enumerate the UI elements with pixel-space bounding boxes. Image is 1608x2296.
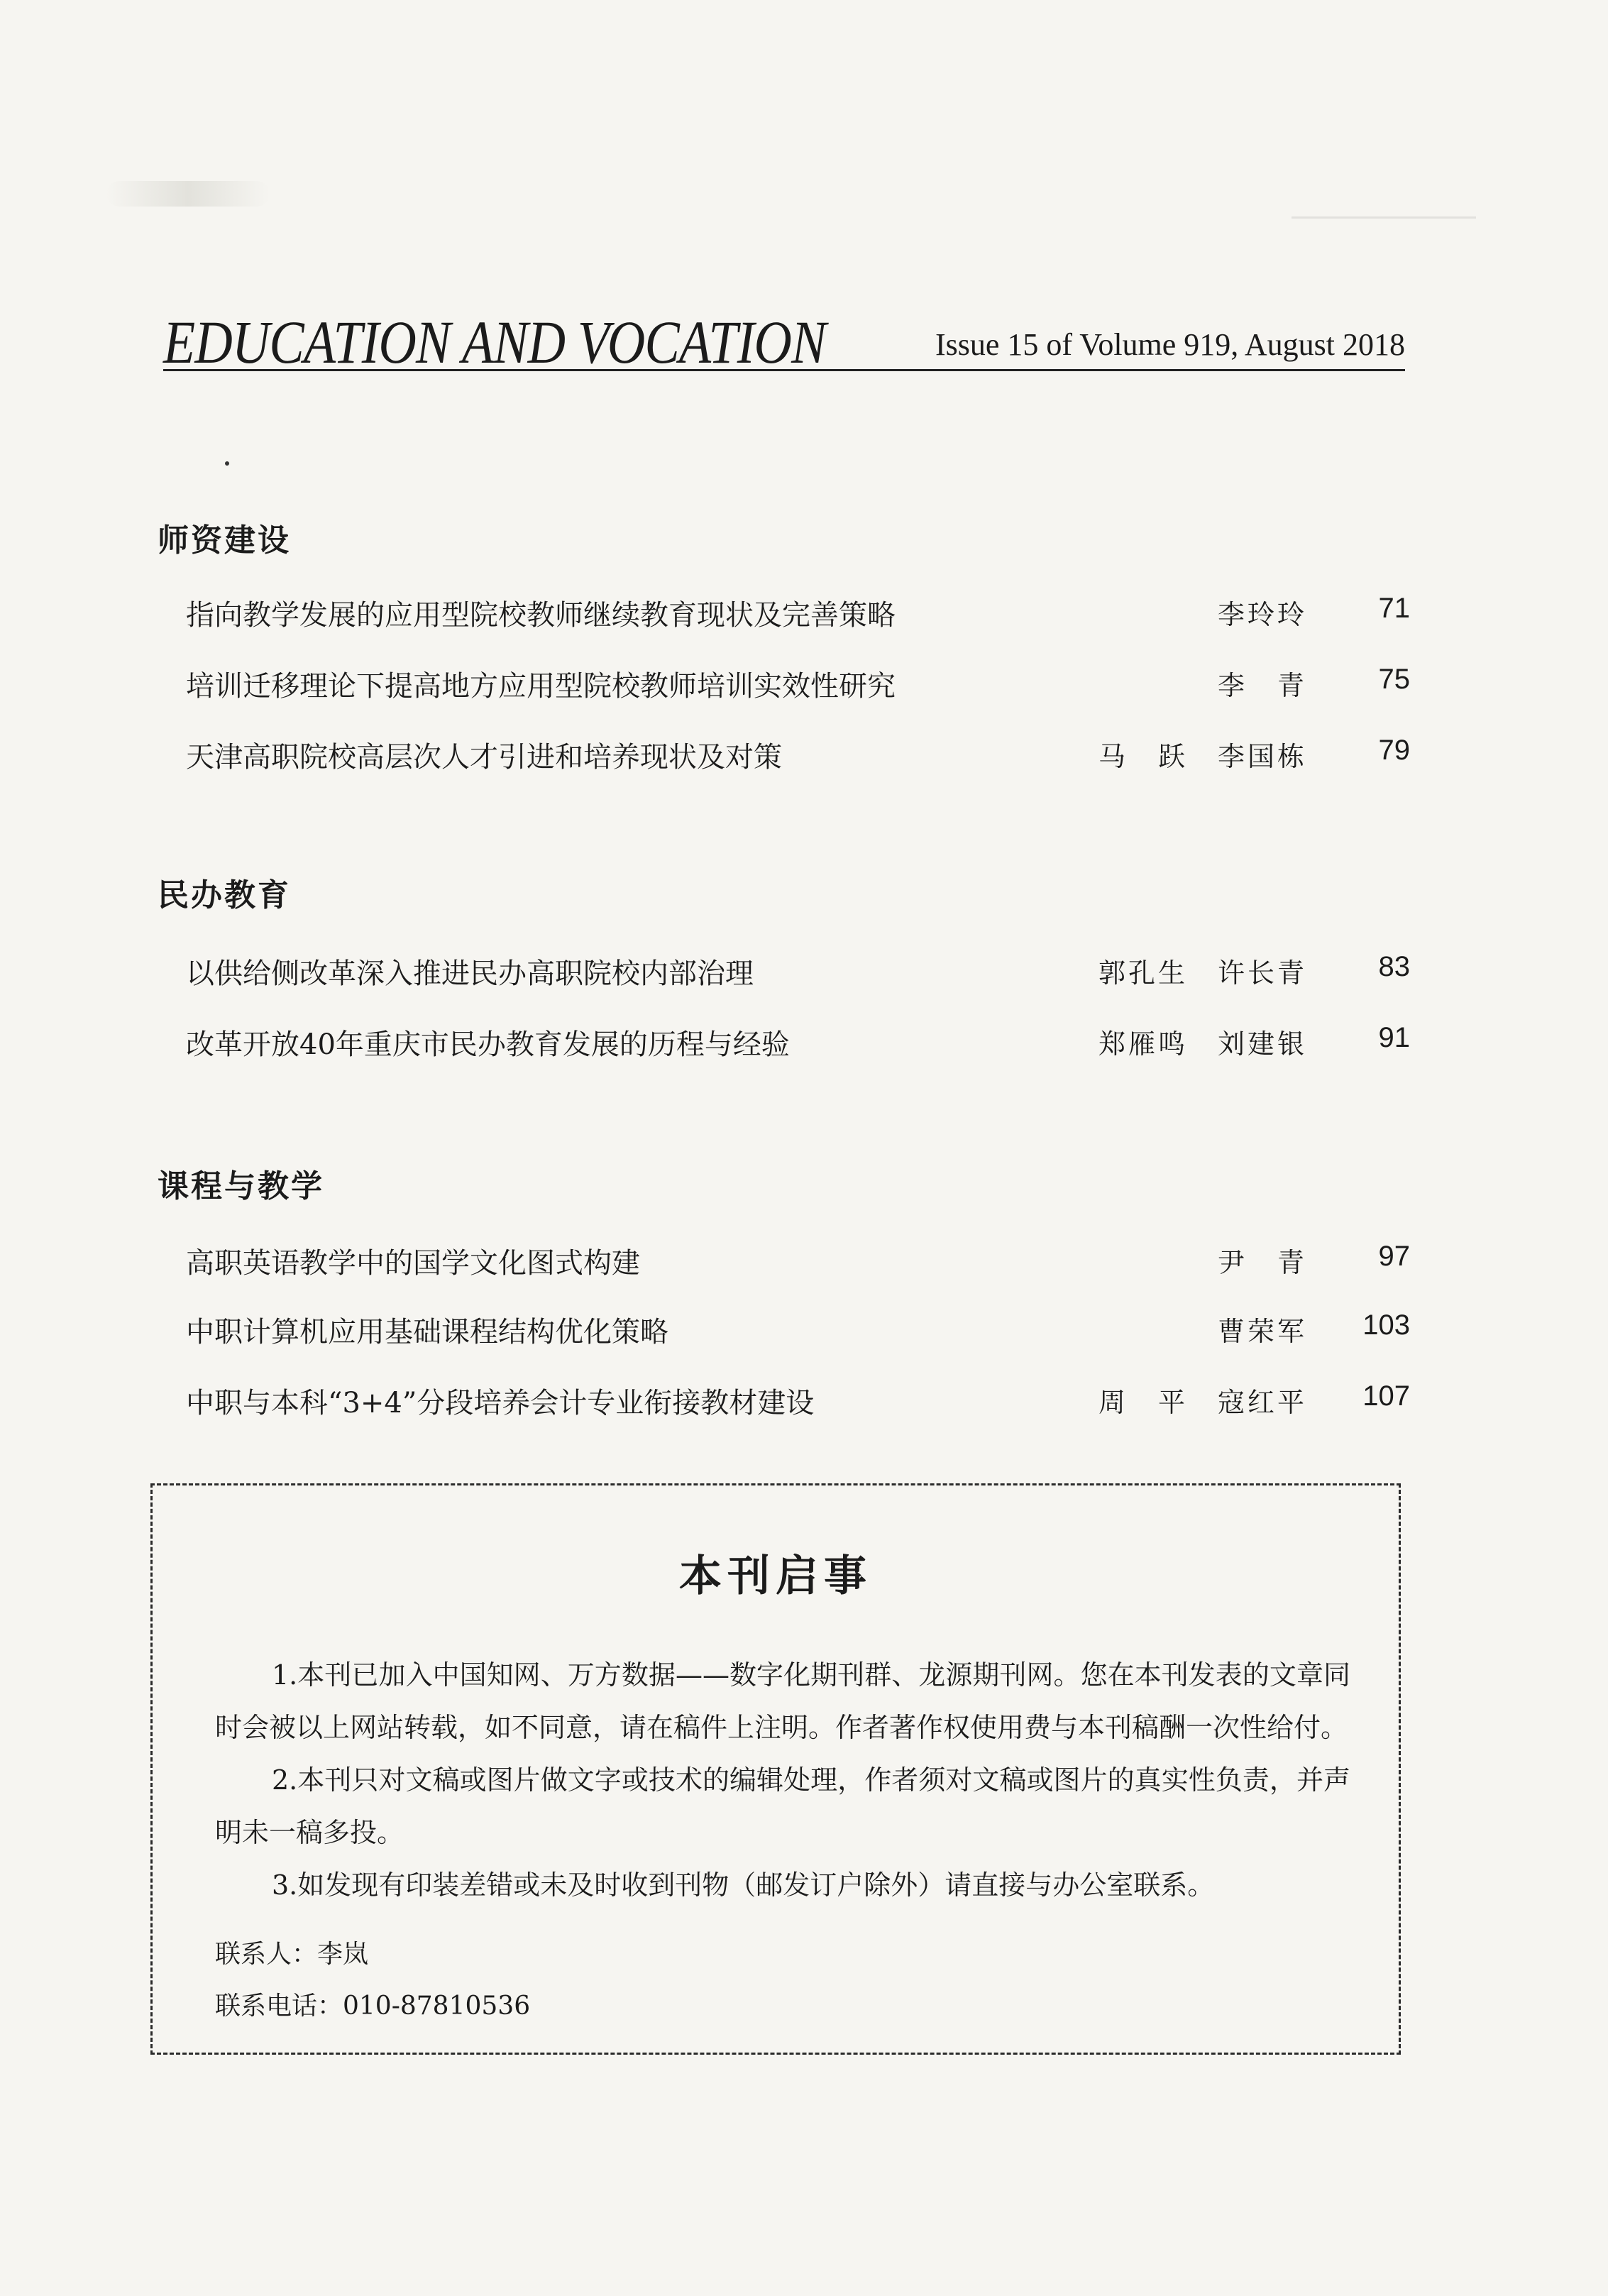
toc-entry[interactable] <box>186 1022 1410 1065</box>
masthead <box>163 298 1405 376</box>
toc-entry-page: 107 <box>1362 1380 1410 1412</box>
toc-entry[interactable] <box>186 735 1410 777</box>
notice-title: 本刊启事 <box>679 1551 872 1601</box>
issue-info: Issue 15 of Volume 919, August 2018 <box>935 327 1405 362</box>
toc-entry-authors: 马 跃 李国栋 <box>1098 741 1307 772</box>
toc-entry-page: 91 <box>1378 1022 1410 1053</box>
section-title: 课程与教学 <box>158 1168 324 1204</box>
toc-entry[interactable] <box>186 951 1410 994</box>
contact-person: 联系人：李岚 <box>215 1940 369 1969</box>
toc-entry-authors: 周 平 寇红平 <box>1098 1387 1307 1418</box>
toc-entry-title: 培训迁移理论下提高地方应用型院校教师培训实效性研究 <box>186 670 896 703</box>
toc-entry-page: 75 <box>1378 664 1410 695</box>
toc-entry[interactable] <box>186 593 1410 635</box>
section-title: 师资建设 <box>158 522 291 559</box>
toc-entry-title: 高职英语教学中的国学文化图式构建 <box>186 1247 640 1280</box>
journal-name: EDUCATION AND VOCATION <box>163 308 826 376</box>
stray-dot <box>225 461 229 466</box>
toc-entry-authors: 郑雁鸣 刘建银 <box>1098 1028 1307 1060</box>
show-through-logo <box>1292 153 1476 219</box>
toc-entry-title: 中职与本科“3+4”分段培养会计专业衔接教材建设 <box>186 1387 815 1419</box>
toc-entry[interactable] <box>186 664 1410 706</box>
toc-entry-authors: 尹 青 <box>1217 1247 1307 1278</box>
toc-entry-authors: 曹荣军 <box>1217 1316 1307 1347</box>
notice-paragraph: 2.本刊只对文稿或图片做文字或技术的编辑处理，作者须对文稿或图片的真实性负责，并声明未一稿多投。 <box>215 1764 1350 1848</box>
toc-entry-page: 71 <box>1378 593 1410 624</box>
toc-entry-title: 改革开放40年重庆市民办教育发展的历程与经验 <box>186 1028 790 1061</box>
toc-entry-page: 79 <box>1378 735 1410 766</box>
notice-body <box>215 1649 1350 1911</box>
toc-entry-authors: 李玲玲 <box>1217 599 1307 630</box>
notice-paragraph: 3.如发现有印装差错或未及时收到刊物（邮发订户除外）请直接与办公室联系。 <box>272 1869 1215 1901</box>
toc-entry[interactable] <box>186 1309 1410 1352</box>
section-title: 民办教育 <box>158 877 291 913</box>
toc-entry-page: 97 <box>1378 1241 1410 1272</box>
toc-entry-authors: 李 青 <box>1217 670 1307 701</box>
show-through-mark <box>106 181 270 207</box>
notice-box <box>150 1483 1401 2055</box>
toc-entry[interactable] <box>186 1380 1410 1423</box>
toc-entry-authors: 郭孔生 许长青 <box>1098 957 1307 989</box>
toc-entry-title: 指向教学发展的应用型院校教师继续教育现状及完善策略 <box>186 599 896 632</box>
contact-phone: 联系电话：010-87810536 <box>215 1992 531 2021</box>
toc-entry-title: 以供给侧改革深入推进民办高职院校内部治理 <box>186 957 754 990</box>
toc-entry-title: 天津高职院校高层次人才引进和培养现状及对策 <box>186 741 782 774</box>
masthead-rule <box>163 369 1405 371</box>
toc-entry-page: 103 <box>1362 1309 1410 1341</box>
toc-entry-title: 中职计算机应用基础课程结构优化策略 <box>186 1316 668 1349</box>
notice-paragraph: 1.本刊已加入中国知网、万方数据——数字化期刊群、龙源期刊网。您在本刊发表的文章同时会被以上网站转载，如不同意，请在稿件上注明。作者著作权使用费与本刊稿酬一次性给付。 <box>215 1659 1350 1743</box>
toc-entry[interactable] <box>186 1241 1410 1283</box>
toc-entry-page: 83 <box>1378 951 1410 982</box>
